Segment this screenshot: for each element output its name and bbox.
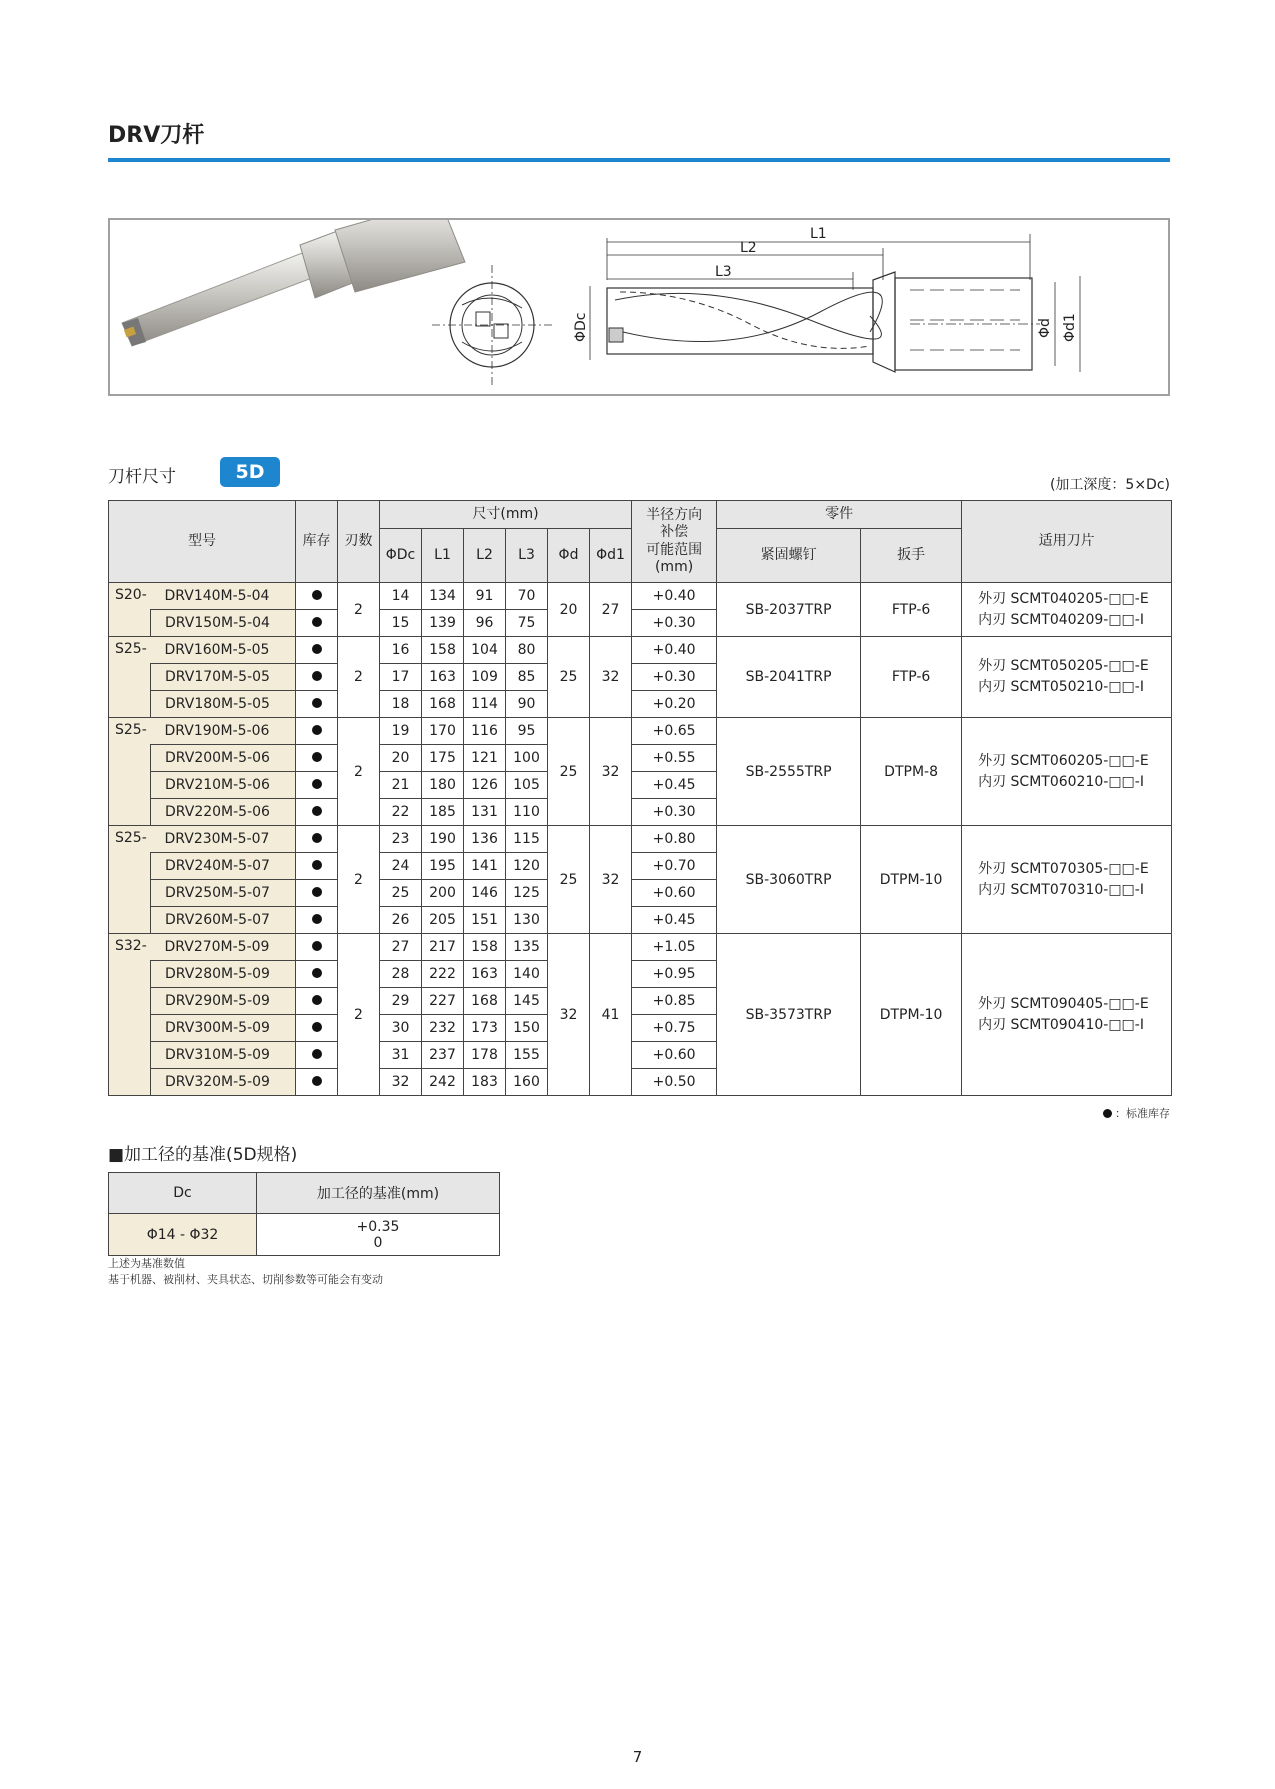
dc-value: 22 — [380, 799, 422, 826]
table-row — [109, 637, 1172, 664]
model-number: DRV230M-5-07 — [151, 826, 296, 853]
stock-cell — [296, 826, 338, 853]
applicable-inserts — [962, 583, 1172, 637]
applicable-inserts — [962, 718, 1172, 826]
l2-value: 114 — [464, 691, 506, 718]
model-number: DRV160M-5-05 — [151, 637, 296, 664]
flutes: 2 — [338, 583, 380, 637]
l3-value: 115 — [506, 826, 548, 853]
stock-cell — [296, 691, 338, 718]
stock-legend — [1103, 1105, 1170, 1121]
l3-value: 110 — [506, 799, 548, 826]
table-row — [109, 718, 1172, 745]
wrench: DTPM-10 — [861, 826, 962, 934]
compensation-value: +0.80 — [632, 826, 717, 853]
l1-value: 168 — [422, 691, 464, 718]
depth-note: (加工深度：5×Dc) — [1049, 477, 1170, 493]
reference-upper: +0.35 — [356, 1218, 400, 1235]
model-number: DRV280M-5-09 — [151, 961, 296, 988]
group-prefix: S25- — [109, 637, 151, 718]
reference-header-dc: Dc — [109, 1173, 257, 1214]
header-screw: 紧固螺钉 — [717, 529, 861, 583]
table-row — [109, 934, 1172, 961]
wrench: FTP-6 — [861, 637, 962, 718]
compensation-value: +0.75 — [632, 1015, 717, 1042]
d1-value: 41 — [590, 934, 632, 1096]
inner-insert: 内刃 SCMT040209-□□-I — [978, 611, 1144, 628]
l2-value: 163 — [464, 961, 506, 988]
l3-value: 95 — [506, 718, 548, 745]
header-inserts: 适用刀片 — [962, 501, 1172, 583]
stock-dot-icon — [312, 887, 322, 897]
compensation-value: +0.55 — [632, 745, 717, 772]
l1-value: 195 — [422, 853, 464, 880]
stock-cell — [296, 799, 338, 826]
header-comp-line2: 补偿 — [660, 524, 689, 540]
dc-value: 30 — [380, 1015, 422, 1042]
model-number: DRV180M-5-05 — [151, 691, 296, 718]
label-dc: ΦDc — [573, 312, 589, 342]
dc-value: 18 — [380, 691, 422, 718]
flutes: 2 — [338, 826, 380, 934]
l1-value: 190 — [422, 826, 464, 853]
compensation-value: +0.70 — [632, 853, 717, 880]
d-value: 20 — [548, 583, 590, 637]
l3-value: 75 — [506, 610, 548, 637]
stock-dot-icon — [312, 725, 322, 735]
header-wrench: 扳手 — [861, 529, 962, 583]
compensation-value: +0.30 — [632, 799, 717, 826]
l1-value: 242 — [422, 1069, 464, 1096]
l3-value: 125 — [506, 880, 548, 907]
stock-cell — [296, 907, 338, 934]
compensation-value: +0.85 — [632, 988, 717, 1015]
table-row — [109, 826, 1172, 853]
stock-cell — [296, 961, 338, 988]
stock-dot-icon — [312, 644, 322, 654]
table-row — [109, 583, 1172, 610]
l1-value: 200 — [422, 880, 464, 907]
l3-value: 105 — [506, 772, 548, 799]
model-number: DRV200M-5-06 — [151, 745, 296, 772]
page-number: 7 — [632, 1748, 643, 1766]
compensation-value: +0.20 — [632, 691, 717, 718]
clamp-screw: SB-2037TRP — [717, 583, 861, 637]
outer-insert: 外刃 SCMT070305-□□-E — [978, 860, 1149, 877]
l1-value: 170 — [422, 718, 464, 745]
reference-lower: 0 — [373, 1234, 383, 1251]
label-l2: L2 — [740, 240, 757, 256]
flutes: 2 — [338, 934, 380, 1096]
compensation-value: +0.65 — [632, 718, 717, 745]
l2-value: 136 — [464, 826, 506, 853]
dimension-labels — [573, 226, 1078, 342]
l3-value: 160 — [506, 1069, 548, 1096]
l2-value: 131 — [464, 799, 506, 826]
d1-value: 27 — [590, 583, 632, 637]
header-flutes: 刃数 — [338, 501, 380, 583]
l1-value: 139 — [422, 610, 464, 637]
dc-value: 21 — [380, 772, 422, 799]
l3-value: 70 — [506, 583, 548, 610]
l3-value: 150 — [506, 1015, 548, 1042]
group-prefix: S32- — [109, 934, 151, 1096]
l1-value: 163 — [422, 664, 464, 691]
header-l3: L3 — [506, 529, 548, 583]
stock-dot-icon — [312, 833, 322, 843]
wrench: DTPM-10 — [861, 934, 962, 1096]
clamp-screw: SB-2041TRP — [717, 637, 861, 718]
l2-value: 141 — [464, 853, 506, 880]
stock-cell — [296, 880, 338, 907]
footnote-2: 基于机器、被削材、夹具状态、切削参数等可能会有变动 — [108, 1273, 383, 1286]
dc-value: 27 — [380, 934, 422, 961]
d1-value: 32 — [590, 637, 632, 718]
footnote-1: 上述为基准数值 — [108, 1257, 185, 1270]
stock-dot-icon — [312, 1049, 322, 1059]
dc-value: 15 — [380, 610, 422, 637]
inner-insert: 内刃 SCMT050210-□□-I — [978, 679, 1144, 695]
stock-cell — [296, 853, 338, 880]
compensation-value: +0.30 — [632, 610, 717, 637]
stock-cell — [296, 988, 338, 1015]
side-view — [590, 234, 1080, 372]
model-number: DRV190M-5-06 — [151, 718, 296, 745]
header-l2: L2 — [464, 529, 506, 583]
stock-dot-icon — [312, 914, 322, 924]
spec-table — [108, 500, 1172, 1096]
wrench: FTP-6 — [861, 583, 962, 637]
label-l3: L3 — [715, 264, 732, 280]
l3-value: 120 — [506, 853, 548, 880]
d-value: 32 — [548, 934, 590, 1096]
stock-dot-icon — [312, 590, 322, 600]
header-l1: L1 — [422, 529, 464, 583]
l1-value: 185 — [422, 799, 464, 826]
stock-cell — [296, 583, 338, 610]
label-d1: Φd1 — [1062, 313, 1078, 342]
stock-cell — [296, 745, 338, 772]
reference-dc-range: Φ14 - Φ32 — [109, 1214, 257, 1256]
l3-value: 100 — [506, 745, 548, 772]
dc-value: 24 — [380, 853, 422, 880]
reference-title: ■加工径的基准(5D规格) — [108, 1145, 298, 1165]
dc-value: 19 — [380, 718, 422, 745]
l2-value: 126 — [464, 772, 506, 799]
compensation-value: +0.40 — [632, 583, 717, 610]
compensation-value: +0.45 — [632, 772, 717, 799]
dc-value: 26 — [380, 907, 422, 934]
compensation-value: +0.50 — [632, 1069, 717, 1096]
applicable-inserts — [962, 637, 1172, 718]
l3-value: 135 — [506, 934, 548, 961]
model-number: DRV240M-5-07 — [151, 853, 296, 880]
stock-cell — [296, 610, 338, 637]
flutes: 2 — [338, 637, 380, 718]
header-comp-line1: 半径方向 — [646, 506, 703, 523]
stock-cell — [296, 637, 338, 664]
model-number: DRV290M-5-09 — [151, 988, 296, 1015]
stock-dot-icon — [312, 671, 322, 681]
l3-value: 155 — [506, 1042, 548, 1069]
l1-value: 158 — [422, 637, 464, 664]
l2-value: 116 — [464, 718, 506, 745]
depth-badge: 5D — [220, 457, 280, 487]
dc-value: 23 — [380, 826, 422, 853]
model-number: DRV260M-5-07 — [151, 907, 296, 934]
l3-value: 145 — [506, 988, 548, 1015]
l1-value: 175 — [422, 745, 464, 772]
section-label: 刀杆尺寸 — [108, 467, 176, 487]
l2-value: 109 — [464, 664, 506, 691]
compensation-value: +0.45 — [632, 907, 717, 934]
group-prefix: S20- — [109, 583, 151, 637]
reference-table — [108, 1172, 500, 1256]
l3-value: 140 — [506, 961, 548, 988]
l2-value: 91 — [464, 583, 506, 610]
compensation-value: +0.60 — [632, 1042, 717, 1069]
model-number: DRV140M-5-04 — [151, 583, 296, 610]
l2-value: 168 — [464, 988, 506, 1015]
stock-dot-icon — [312, 779, 322, 789]
d1-value: 32 — [590, 826, 632, 934]
drill-illustration — [110, 220, 1168, 394]
l1-value: 222 — [422, 961, 464, 988]
l3-value: 80 — [506, 637, 548, 664]
l1-value: 180 — [422, 772, 464, 799]
header-compensation — [632, 501, 717, 583]
l2-value: 158 — [464, 934, 506, 961]
l1-value: 237 — [422, 1042, 464, 1069]
l2-value: 146 — [464, 880, 506, 907]
model-number: DRV220M-5-06 — [151, 799, 296, 826]
stock-dot-icon — [312, 1022, 322, 1032]
outer-insert: 外刃 SCMT090405-□□-E — [978, 995, 1149, 1012]
header-d1: Φd1 — [590, 529, 632, 583]
front-view — [432, 265, 552, 385]
stock-dot-icon — [312, 752, 322, 762]
clamp-screw: SB-2555TRP — [717, 718, 861, 826]
l1-value: 217 — [422, 934, 464, 961]
stock-legend-text: ：标准库存 — [1115, 1107, 1170, 1120]
dc-value: 17 — [380, 664, 422, 691]
dc-value: 28 — [380, 961, 422, 988]
inner-insert: 内刃 SCMT070310-□□-I — [978, 881, 1144, 898]
dc-value: 32 — [380, 1069, 422, 1096]
l2-value: 104 — [464, 637, 506, 664]
dc-value: 25 — [380, 880, 422, 907]
model-number: DRV310M-5-09 — [151, 1042, 296, 1069]
l1-value: 205 — [422, 907, 464, 934]
stock-dot-icon — [312, 806, 322, 816]
page-title: DRV刀杆 — [108, 123, 205, 148]
stock-cell — [296, 1015, 338, 1042]
model-number: DRV210M-5-06 — [151, 772, 296, 799]
l2-value: 121 — [464, 745, 506, 772]
model-number: DRV300M-5-09 — [151, 1015, 296, 1042]
header-stock: 库存 — [296, 501, 338, 583]
applicable-inserts — [962, 826, 1172, 934]
compensation-value: +1.05 — [632, 934, 717, 961]
l2-value: 173 — [464, 1015, 506, 1042]
dc-value: 31 — [380, 1042, 422, 1069]
header-d: Φd — [548, 529, 590, 583]
header-comp-line3: 可能范围 — [646, 541, 703, 558]
stock-cell — [296, 1069, 338, 1096]
dc-value: 16 — [380, 637, 422, 664]
stock-cell — [296, 934, 338, 961]
stock-cell — [296, 772, 338, 799]
clamp-screw: SB-3060TRP — [717, 826, 861, 934]
reference-header-value: 加工径的基准(mm) — [257, 1173, 500, 1214]
wrench: DTPM-8 — [861, 718, 962, 826]
stock-cell — [296, 718, 338, 745]
label-d: Φd — [1037, 318, 1053, 338]
l2-value: 178 — [464, 1042, 506, 1069]
compensation-value: +0.40 — [632, 637, 717, 664]
dc-value: 14 — [380, 583, 422, 610]
l2-value: 183 — [464, 1069, 506, 1096]
header-comp-line4: (mm) — [654, 559, 694, 575]
outer-insert: 外刃 SCMT050205-□□-E — [978, 658, 1149, 674]
model-number: DRV170M-5-05 — [151, 664, 296, 691]
stock-dot-icon — [1103, 1109, 1112, 1118]
stock-dot-icon — [312, 860, 322, 870]
d-value: 25 — [548, 826, 590, 934]
inner-insert: 内刃 SCMT060210-□□-I — [978, 773, 1144, 790]
header-dc: ΦDc — [380, 529, 422, 583]
stock-cell — [296, 664, 338, 691]
l3-value: 130 — [506, 907, 548, 934]
stock-dot-icon — [312, 1076, 322, 1086]
outer-insert: 外刃 SCMT040205-□□-E — [978, 590, 1149, 607]
compensation-value: +0.30 — [632, 664, 717, 691]
applicable-inserts — [962, 934, 1172, 1096]
l3-value: 85 — [506, 664, 548, 691]
d1-value: 32 — [590, 718, 632, 826]
title-rule — [108, 158, 1170, 162]
model-number: DRV250M-5-07 — [151, 880, 296, 907]
tool-figure — [108, 218, 1170, 396]
drill-photo — [122, 220, 465, 346]
stock-dot-icon — [312, 968, 322, 978]
label-l1: L1 — [810, 226, 827, 242]
clamp-screw: SB-3573TRP — [717, 934, 861, 1096]
group-prefix: S25- — [109, 826, 151, 934]
model-number: DRV320M-5-09 — [151, 1069, 296, 1096]
dc-value: 29 — [380, 988, 422, 1015]
l3-value: 90 — [506, 691, 548, 718]
l2-value: 96 — [464, 610, 506, 637]
model-number: DRV270M-5-09 — [151, 934, 296, 961]
d-value: 25 — [548, 637, 590, 718]
l1-value: 134 — [422, 583, 464, 610]
stock-dot-icon — [312, 698, 322, 708]
inner-insert: 内刃 SCMT090410-□□-I — [978, 1016, 1144, 1033]
group-prefix: S25- — [109, 718, 151, 826]
stock-dot-icon — [312, 995, 322, 1005]
compensation-value: +0.60 — [632, 880, 717, 907]
l1-value: 232 — [422, 1015, 464, 1042]
reference-tolerance — [257, 1214, 500, 1256]
dc-value: 20 — [380, 745, 422, 772]
d-value: 25 — [548, 718, 590, 826]
stock-dot-icon — [312, 941, 322, 951]
model-number: DRV150M-5-04 — [151, 610, 296, 637]
outer-insert: 外刃 SCMT060205-□□-E — [978, 752, 1149, 769]
l1-value: 227 — [422, 988, 464, 1015]
stock-dot-icon — [312, 617, 322, 627]
flutes: 2 — [338, 718, 380, 826]
l2-value: 151 — [464, 907, 506, 934]
header-parts: 零件 — [717, 501, 962, 529]
header-dimensions: 尺寸(mm) — [380, 501, 632, 529]
header-model: 型号 — [109, 501, 296, 583]
compensation-value: +0.95 — [632, 961, 717, 988]
stock-cell — [296, 1042, 338, 1069]
